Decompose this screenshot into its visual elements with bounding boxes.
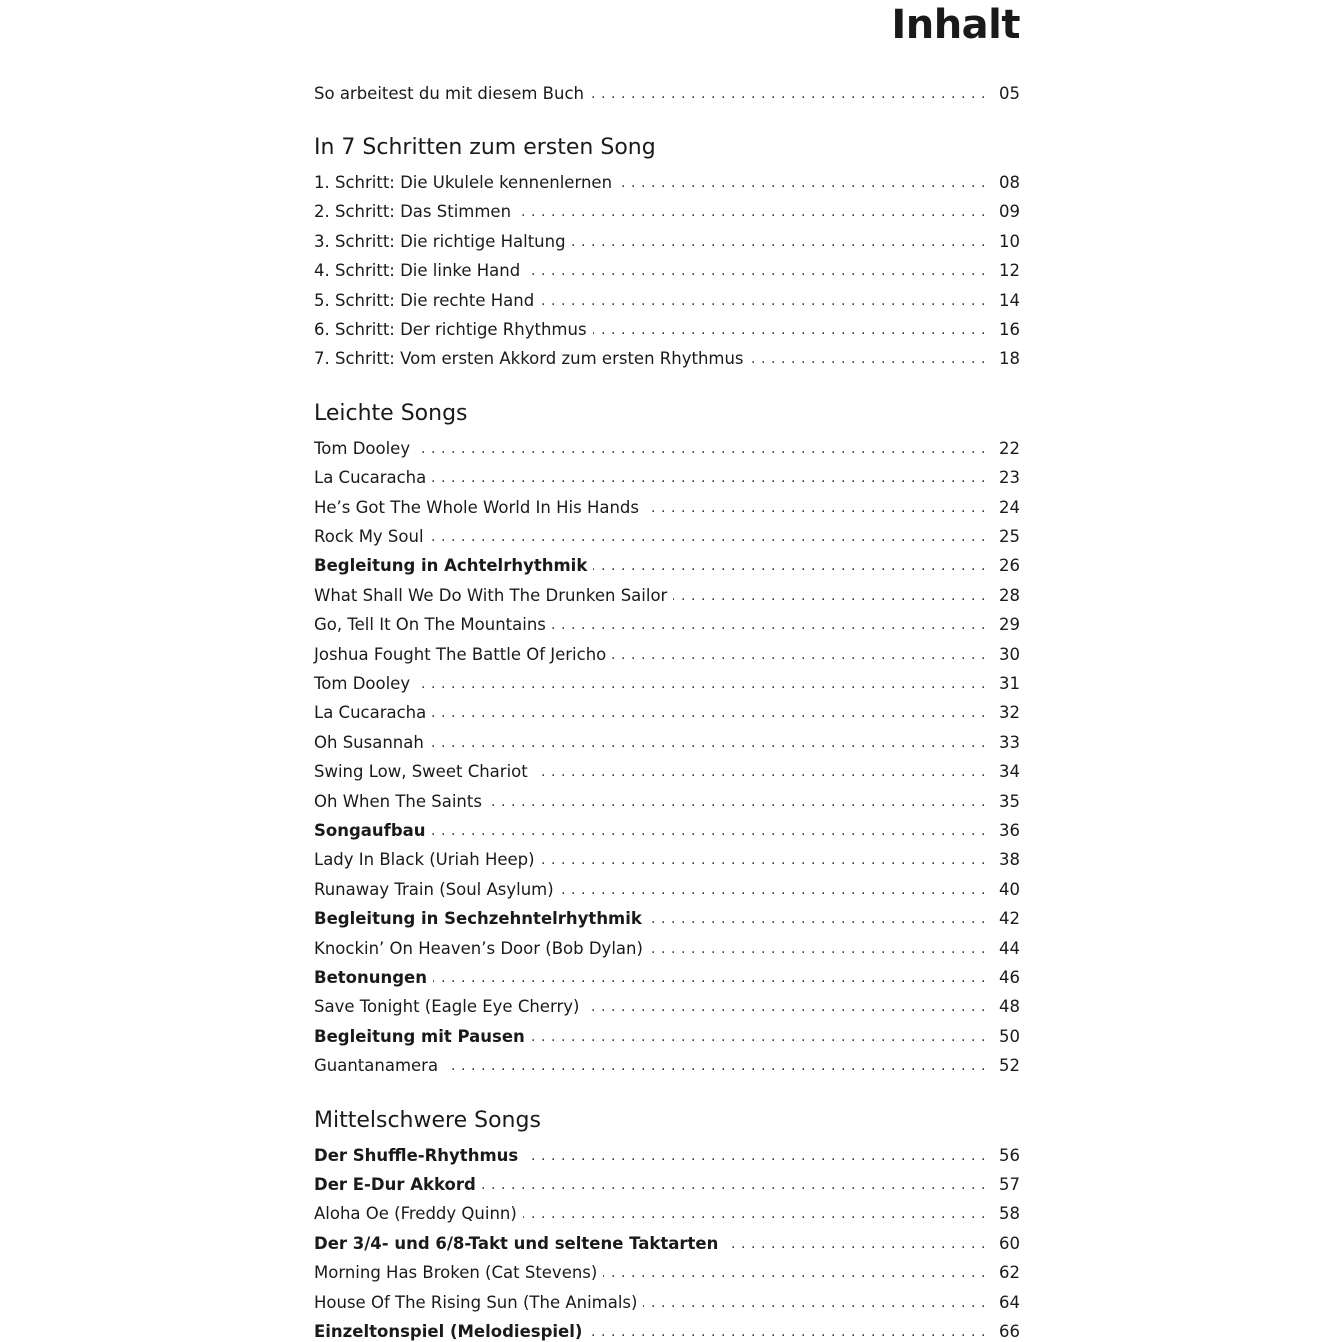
toc-entry-page-number: 35 [999,791,1020,811]
toc-entry-title: Morning Has Broken (Cat Stevens) [314,1263,598,1283]
toc-entry-title: Der E-Dur Akkord [314,1175,476,1194]
toc-entry-title: Lady In Black (Uriah Heep) [314,850,535,870]
toc-entry-title: Tom Dooley [314,438,411,458]
toc-entry [314,580,1020,606]
toc-entry [314,1021,1020,1047]
toc-entry-page-number: 16 [999,320,1020,339]
toc-entry [314,492,1020,518]
toc-entry [314,78,1020,104]
toc-entry-title: La Cucaracha [314,468,427,488]
dot-leader [444,1056,986,1076]
toc-entry-page-number: 23 [999,468,1020,488]
toc-entry-title: 7. Schritt: Vom ersten Akkord zum ersten Rhythmus [314,349,744,369]
toc-entry [314,933,1020,959]
toc-entry [314,786,1020,812]
toc-entry-page-number: 12 [999,261,1020,281]
toc-entry-title: Runaway Train (Soul Asylum) [314,879,554,899]
toc-entry [314,196,1020,222]
toc-entry [314,609,1020,635]
toc-entry-page-number: 57 [999,1175,1020,1194]
dot-leader [552,615,986,635]
toc-entry-page-number: 30 [999,644,1020,664]
dot-leader [432,821,986,841]
toc-entry [314,668,1020,694]
toc-entry-title: Oh Susannah [314,732,424,752]
dot-leader [588,1322,986,1342]
toc-entry [314,1287,1020,1313]
toc-entry-page-number: 24 [999,497,1020,517]
dot-leader [643,1293,986,1313]
toc-entry [314,1140,1020,1166]
toc-entry-page-number: 50 [999,1026,1020,1046]
dot-leader [430,733,986,753]
toc-entry-page-number: 62 [999,1263,1020,1283]
toc-entry [314,226,1020,252]
dot-leader [590,84,986,104]
toc-entry-title: 1. Schritt: Die Ukulele kennenlernen [314,173,613,192]
toc-entry [314,1228,1020,1254]
dot-leader [649,939,986,959]
dot-leader [648,909,986,929]
dot-leader [593,556,986,576]
toc-entry [314,1198,1020,1224]
toc-entry-page-number: 66 [999,1322,1020,1341]
toc-entry [314,314,1020,340]
dot-leader [416,439,986,459]
dot-leader [482,1175,986,1195]
dot-leader [724,1234,986,1254]
toc-entry-title: Rock My Soul [314,527,424,546]
toc-entry [314,639,1020,665]
toc-entry [314,844,1020,870]
toc-entry-page-number: 42 [999,909,1020,929]
dot-leader [645,498,986,518]
toc-entry-title: Guantanamera [314,1056,439,1076]
dot-leader [433,968,986,988]
toc-entry [314,1169,1020,1195]
toc-entry-page-number: 52 [999,1056,1020,1076]
toc-entry-page-number: 38 [999,850,1020,870]
toc-entry [314,550,1020,576]
toc-entry-title: House Of The Rising Sun (The Animals) [314,1292,638,1312]
dot-leader [612,645,986,665]
toc-entry-page-number: 48 [999,997,1020,1017]
toc-entry-title: Oh When The Saints [314,791,482,811]
dot-leader [585,997,986,1017]
toc-entry-page-number: 14 [999,290,1020,310]
toc-entry-page-number: 33 [999,732,1020,752]
dot-leader [416,674,986,694]
toc-entry-page-number: 09 [999,202,1020,222]
toc-entry [314,756,1020,782]
toc-entry-title: La Cucaracha [314,703,427,723]
toc-entry-page-number: 22 [999,438,1020,458]
dot-leader [432,468,986,488]
toc-entry-title: Einzeltonspiel (Melodiespiel) [314,1322,583,1341]
toc-entry-title: He’s Got The Whole World In His Hands [314,497,639,517]
dot-leader [603,1263,986,1283]
dot-leader [618,173,986,193]
toc-entry-page-number: 05 [999,84,1020,103]
toc-entry [314,991,1020,1017]
toc-entry [314,433,1020,459]
toc-entry-title: Go, Tell It On The Mountains [314,615,546,635]
toc-entry-title: Betonungen [314,968,427,987]
dot-leader [526,261,986,281]
toc-entry [314,167,1020,193]
toc-entry-title: Knockin’ On Heaven’s Door (Bob Dylan) [314,938,643,958]
toc-entry-title: Save Tonight (Eagle Eye Cherry) [314,997,580,1017]
toc-entry-page-number: 18 [999,349,1020,369]
toc-entry-title: 4. Schritt: Die linke Hand [314,261,521,281]
toc-entry-title: Der 3/4- und 6/8-Takt und seltene Taktarten [314,1233,719,1253]
toc-entry-page-number: 08 [999,173,1020,192]
toc-entry [314,285,1020,311]
toc-entry-title: Begleitung in Achtelrhythmik [314,556,588,576]
toc-entry-page-number: 58 [999,1204,1020,1224]
toc-entry-title: Begleitung mit Pausen [314,1026,525,1046]
dot-leader [432,703,986,723]
dot-leader [534,762,986,782]
toc-entry [314,462,1020,488]
page-title: Inhalt [891,2,1020,48]
toc-entry-title: So arbeitest du mit diesem Buch [314,84,584,103]
toc-entry [314,874,1020,900]
toc-entry-page-number: 44 [999,938,1020,958]
toc-entry-page-number: 26 [999,556,1020,576]
toc-entry-title: Aloha Oe (Freddy Quinn) [314,1204,517,1224]
section-heading: In 7 Schritten zum ersten Song [314,135,656,160]
toc-entry-page-number: 36 [999,821,1020,840]
toc-entry [314,815,1020,841]
toc-entry [314,1316,1020,1342]
toc-entry [314,1050,1020,1076]
toc-entry-title: What Shall We Do With The Drunken Sailor [314,585,668,605]
toc-entry-page-number: 40 [999,879,1020,899]
dot-leader [540,291,986,311]
dot-leader [593,320,986,340]
dot-leader [531,1027,986,1047]
toc-entry-page-number: 32 [999,703,1020,723]
section-heading: Mittelschwere Songs [314,1107,541,1133]
dot-leader [560,880,986,900]
toc-entry-page-number: 28 [999,585,1020,605]
toc-entry-title: Der Shuffle-Rhythmus [314,1145,519,1165]
toc-entry-page-number: 29 [999,615,1020,635]
toc-page [314,0,1020,1341]
toc-entry-title: Joshua Fought The Battle Of Jericho [314,644,607,664]
toc-entry [314,521,1020,547]
toc-entry-title: Begleitung in Sechzehntelrhythmik [314,909,642,929]
dot-leader [430,527,986,547]
toc-entry-page-number: 46 [999,968,1020,987]
dot-leader [572,232,986,252]
toc-entry [314,962,1020,988]
toc-entry [314,255,1020,281]
toc-entry-title: 3. Schritt: Die richtige Haltung [314,231,566,251]
toc-entry [314,343,1020,369]
toc-entry-title: Tom Dooley [314,674,411,693]
toc-entry-page-number: 10 [999,231,1020,251]
toc-entry [314,1257,1020,1283]
dot-leader [523,1204,986,1224]
dot-leader [541,850,986,870]
toc-entry [314,697,1020,723]
toc-entry-title: 2. Schritt: Das Stimmen [314,202,512,222]
toc-entry-page-number: 60 [999,1233,1020,1253]
dot-leader [517,202,986,222]
toc-entry-page-number: 34 [999,762,1020,782]
toc-entry-page-number: 25 [999,527,1020,546]
dot-leader [488,792,986,812]
toc-entry-page-number: 31 [999,674,1020,693]
toc-entry-title: 5. Schritt: Die rechte Hand [314,290,535,310]
toc-entry-page-number: 56 [999,1145,1020,1165]
toc-entry-title: Swing Low, Sweet Chariot [314,762,528,782]
toc-entry [314,903,1020,929]
dot-leader [673,586,986,606]
toc-entry [314,727,1020,753]
toc-entry-title: Songaufbau [314,821,426,840]
toc-entry-page-number: 64 [999,1292,1020,1312]
dot-leader [524,1146,986,1166]
dot-leader [750,349,986,369]
section-heading: Leichte Songs [314,400,468,426]
toc-entry-title: 6. Schritt: Der richtige Rhythmus [314,320,587,339]
